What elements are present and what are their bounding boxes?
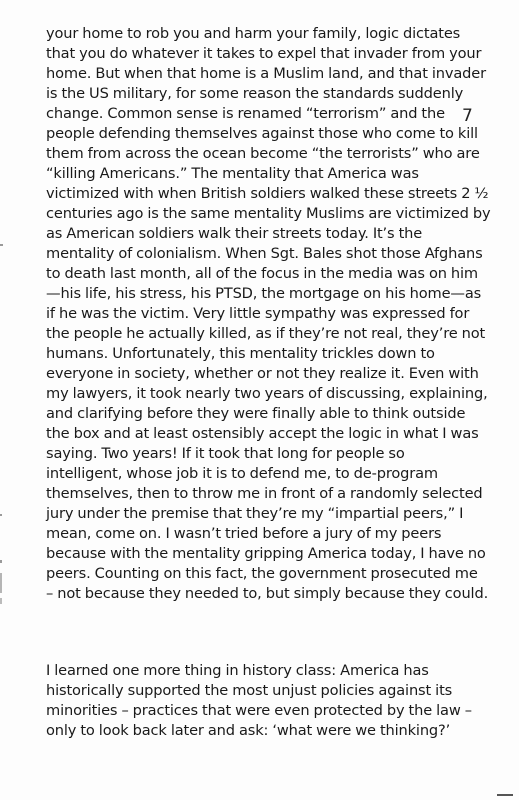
text-line: your home to rob you and harm your family, logic dictates: [46, 25, 461, 42]
body-paragraph: [46, 24, 512, 604]
text-line: saying. Two years! If it took that long for people so: [46, 445, 405, 462]
body-paragraph: [46, 661, 512, 741]
scan-mark: [0, 560, 2, 563]
text-line: the box and at least ostensibly accept the logic in what I was: [46, 425, 479, 442]
text-line: as American soldiers walk their streets today. It’s the: [46, 225, 423, 242]
text-line: only to look back later and ask: ‘what were we thinking?’: [46, 722, 451, 739]
text-line: mentality of colonialism. When Sgt. Bales shot those Afghans: [46, 245, 483, 262]
scan-mark: [0, 244, 3, 246]
text-line: is the US military, for some reason the standards suddenly: [46, 85, 464, 102]
text-line: and clarifying before they were finally able to think outside: [46, 405, 466, 422]
page-number: 7: [462, 106, 473, 126]
text-line: jury under the premise that they’re my “impartial peers,” I: [46, 505, 464, 522]
text-line: —his life, his stress, his PTSD, the mortgage on his home—as: [46, 285, 482, 302]
text-line: to death last month, all of the focus in the media was on him: [46, 265, 478, 282]
text-line: the people he actually killed, as if they’re not real, they’re not: [46, 325, 486, 342]
text-line: humans. Unfortunately, this mentality trickles down to: [46, 345, 435, 362]
text-line: them from across the ocean become “the terrorists” who are: [46, 145, 480, 162]
scan-mark: [0, 573, 2, 593]
text-line: peers. Counting on this fact, the government prosecuted me: [46, 565, 478, 582]
text-line: if he was the victim. Very little sympathy was expressed for: [46, 305, 470, 322]
text-line: – not because they needed to, but simply because they could.: [46, 585, 489, 602]
corner-rule: [497, 794, 513, 796]
text-line: that you do whatever it takes to expel that invader from your: [46, 45, 482, 62]
text-line: centuries ago is the same mentality Muslims are victimized by: [46, 205, 491, 222]
text-line: “killing Americans.” The mentality that America was: [46, 165, 419, 182]
text-line: home. But when that home is a Muslim land, and that invader: [46, 65, 486, 82]
text-line: minorities – practices that were even protected by the law –: [46, 702, 472, 719]
text-line: I learned one more thing in history class: America has: [46, 662, 429, 679]
text-line: my lawyers, it took nearly two years of discussing, explaining,: [46, 385, 488, 402]
text-line: historically supported the most unjust policies against its: [46, 682, 453, 699]
scan-mark: [0, 598, 2, 604]
text-line: people defending themselves against those who come to kill: [46, 125, 478, 142]
text-line: change. Common sense is renamed “terrorism” and the: [46, 105, 445, 122]
text-line: intelligent, whose job it is to defend me, to de-program: [46, 465, 438, 482]
text-line: mean, come on. I wasn’t tried before a jury of my peers: [46, 525, 442, 542]
scan-mark: [0, 514, 2, 516]
text-line: victimized with when British soldiers walked these streets 2 ½: [46, 185, 489, 202]
text-line: everyone in society, whether or not they realize it. Even with: [46, 365, 479, 382]
text-line: themselves, then to throw me in front of a randomly selected: [46, 485, 483, 502]
text-line: because with the mentality gripping America today, I have no: [46, 545, 486, 562]
